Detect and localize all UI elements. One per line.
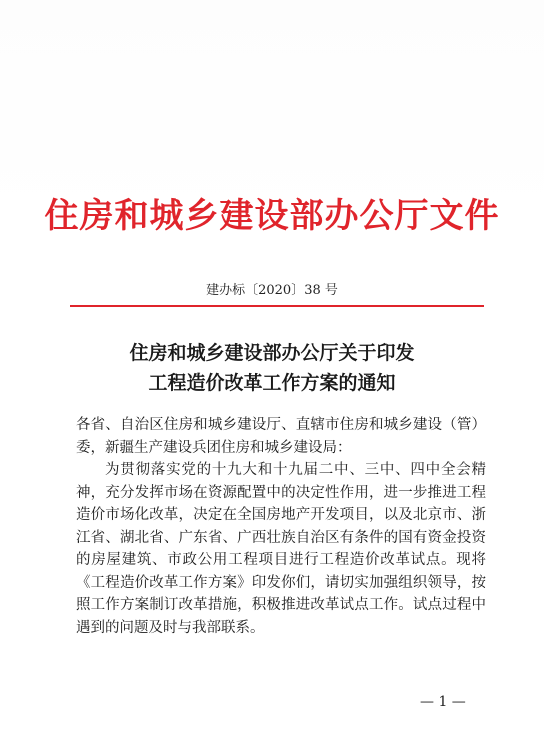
masthead-title: 住房和城乡建设部办公厅文件: [44, 196, 500, 236]
recipients-paragraph: 各省、自治区住房和城乡建设厅、直辖市住房和城乡建设（管）委，新疆生产建设兵团住房和城乡建设局：: [76, 417, 486, 456]
page-number: — 1 —: [420, 694, 466, 710]
document-title: [0, 338, 544, 398]
title-line-1: 住房和城乡建设部办公厅关于印发: [129, 342, 415, 364]
document-body: [76, 414, 486, 639]
document-number: 建办标〔2020〕38 号: [206, 283, 338, 298]
red-separator-line: [70, 305, 484, 307]
main-paragraph: 为贯彻落实党的十九大和十九届二中、三中、四中全会精神，充分发挥市场在资源配置中的决定性作用，进一步推进工程造价市场化改革，决定在全国房地产开发项目，以及北京市、浙江省、湖北省、广东省、广西壮族自治区有条件的国有资金投资的房屋建筑、市政公用工程项目进行工程造价改革试点。现将《工程造价改革工作方案》印发你们，请切实加强组织领导，按照工作方案制订改革措施，积极推进改革试点工作。试点过程中遇到的问题及时与我部联系。: [76, 462, 486, 636]
title-line-2: 工程造价改革工作方案的通知: [148, 372, 396, 394]
